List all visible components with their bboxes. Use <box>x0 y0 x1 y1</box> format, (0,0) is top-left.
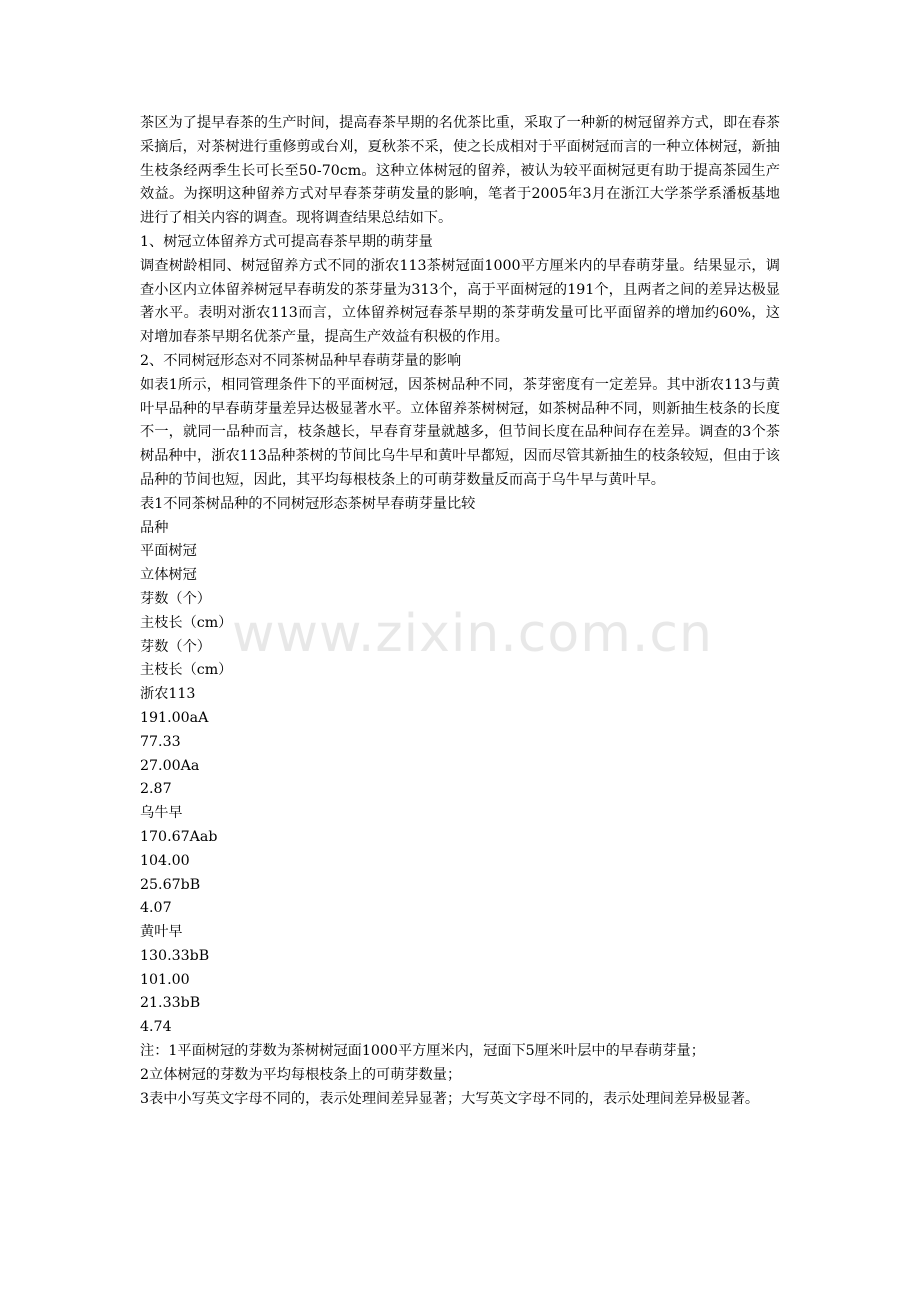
section1-paragraph: 调查树龄相同、树冠留养方式不同的浙农113茶树冠面1000平方厘米内的早春萌芽量。结果显示，调查小区内立体留养树冠早春萌发的茶芽量为313个，高于平面树冠的191个，且两者之间的差异达极显著水平。表明对浙农113而言，立体留养树冠春茶早期的茶芽萌发量可比平面留养的增加约60%，这对增加春茶早期名优茶产量，提高生产效益有积极的作用。 <box>140 257 780 346</box>
table-cell-variety: 浙农113 <box>140 686 196 703</box>
table-header-variety: 品种 <box>140 519 169 536</box>
table-cells <box>140 517 780 1041</box>
table-cell-variety: 乌牛早 <box>140 805 183 822</box>
table-note-2: 2立体树冠的芽数为平均每根枝条上的可萌芽数量； <box>140 1066 462 1083</box>
table-cell: 101.00 <box>140 971 190 988</box>
table-header-branch-length: 主枝长（cm） <box>140 614 233 631</box>
section2-paragraph: 如表1所示，相同管理条件下的平面树冠，因茶树品种不同，茶芽密度有一定差异。其中浙农113与黄叶早品种的早春萌芽量差异达极显著水平。立体留养茶树树冠，如茶树品种不同，则新抽生枝条的长度不一，就同一品种而言，枝条越长，早春育芽量就越多，但节间长度在品种间存在差异。调查的3个茶树品种中，浙农113品种茶树的节间比乌牛早和黄叶早都短，因而尽管其新抽生的枝条较短，但由于该品种的节间也短，因此，其平均每根枝条上的可萌芽数量反而高于乌牛早与黄叶早。 <box>140 376 780 488</box>
table-cell: 4.74 <box>140 1019 172 1036</box>
table-cell: 191.00aA <box>140 709 209 726</box>
table-note-1: 注：1平面树冠的芽数为茶树树冠面1000平方厘米内，冠面下5厘米叶层中的早春萌芽量； <box>140 1043 705 1060</box>
table-header-branch-length: 主枝长（cm） <box>140 662 233 679</box>
table-cell: 4.07 <box>140 900 172 917</box>
watermark: www.zixin.com.cn <box>232 604 713 664</box>
section2-heading: 2、不同树冠形态对不同茶树品种早春萌芽量的影响 <box>140 352 462 369</box>
table-header-flat-canopy: 平面树冠 <box>140 543 197 560</box>
table-cell: 77.33 <box>140 733 181 750</box>
table-note-3: 3表中小写英文字母不同的，表示处理间差异显著；大写英文字母不同的，表示处理间差异极显著。 <box>140 1090 760 1107</box>
table-cell: 25.67bB <box>140 876 201 893</box>
table-cell: 27.00Aa <box>140 757 200 774</box>
table-header-bud-count: 芽数（个） <box>140 638 211 655</box>
table-header-bud-count: 芽数（个） <box>140 590 211 607</box>
table-title: 表1不同茶树品种的不同树冠形态茶树早春萌芽量比较 <box>140 495 476 512</box>
table-header-3d-canopy: 立体树冠 <box>140 567 197 584</box>
document-body <box>140 112 780 1111</box>
section1-heading: 1、树冠立体留养方式可提高春茶早期的萌芽量 <box>140 233 433 250</box>
table-cell: 21.33bB <box>140 995 201 1012</box>
table-cell-variety: 黄叶早 <box>140 924 183 941</box>
table-cell: 104.00 <box>140 852 190 869</box>
intro-paragraph: 茶区为了提早春茶的生产时间，提高春茶早期的名优茶比重，采取了一种新的树冠留养方式，即在春茶采摘后，对茶树进行重修剪或台刈，夏秋茶不采，使之长成相对于平面树冠而言的一种立体树冠，新抽生枝条经两季生长可长至50-70cm。这种立体树冠的留养，被认为较平面树冠更有助于提高茶园生产效益。为探明这种留养方式对早春茶芽萌发量的影响，笔者于2005年3月在浙江大学茶学系潘板基地进行了相关内容的调查。现将调查结果总结如下。 <box>140 115 780 227</box>
table-cell: 2.87 <box>140 781 172 798</box>
table-cell: 170.67Aab <box>140 828 218 845</box>
table-cell: 130.33bB <box>140 947 210 964</box>
